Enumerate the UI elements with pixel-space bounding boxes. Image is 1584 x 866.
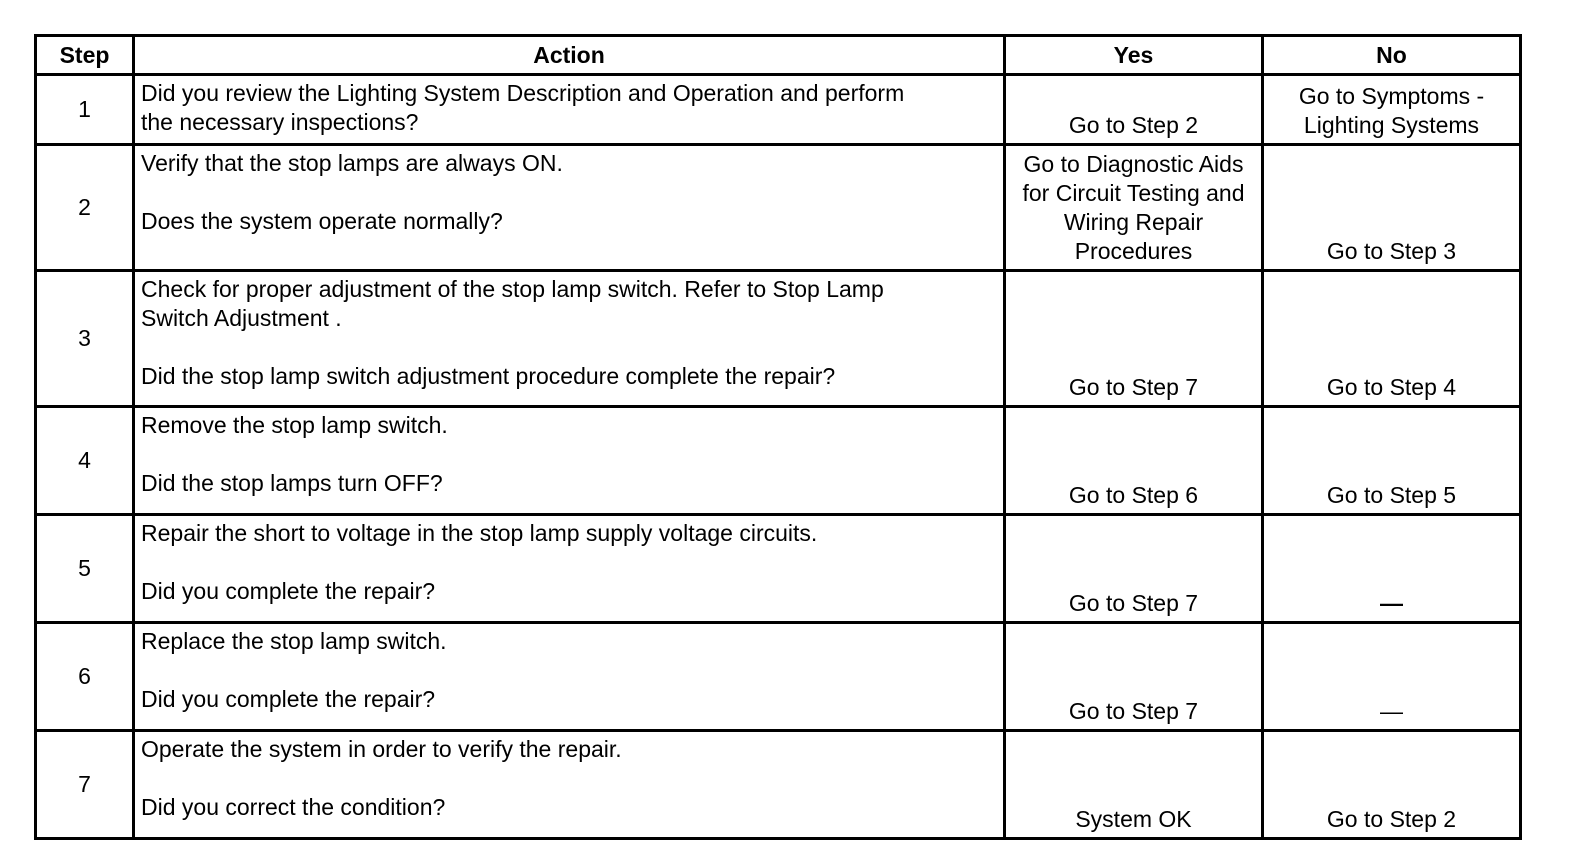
table-body (36, 75, 1521, 839)
yes-cell (1005, 731, 1263, 839)
yes-cell (1005, 145, 1263, 271)
header-step: Step (36, 36, 134, 75)
table-row (36, 623, 1521, 731)
action-text: Check for proper adjustment of the stop lamp switch. Refer to Stop Lamp (141, 276, 884, 302)
spacer (141, 178, 997, 207)
spacer (141, 656, 997, 685)
action-text: Did you review the Lighting System Description and Operation and perform (141, 80, 905, 106)
no-result: — (1380, 698, 1403, 724)
no-result: Lighting Systems (1303, 112, 1480, 138)
no-result: Go to Step 4 (1326, 374, 1457, 400)
action-text: Replace the stop lamp switch. (141, 628, 447, 654)
no-cell (1263, 145, 1521, 271)
header-action: Action (134, 36, 1005, 75)
action-text: Operate the system in order to verify the repair. (141, 736, 622, 762)
no-cell (1263, 271, 1521, 407)
yes-result: Go to Diagnostic Aids (1023, 151, 1244, 177)
question-text: Does the system operate normally? (141, 208, 503, 234)
step-number: 2 (36, 145, 134, 271)
step-number: 4 (36, 407, 134, 515)
table-header (36, 36, 1521, 75)
step-number: 3 (36, 271, 134, 407)
question-text: Did you complete the repair? (141, 578, 436, 604)
table-row (36, 407, 1521, 515)
action-cell (134, 623, 1005, 731)
diagnostic-table (34, 34, 1522, 840)
action-text: Repair the short to voltage in the stop lamp supply voltage circuits. (141, 520, 818, 546)
action-cell (134, 271, 1005, 407)
action-cell (134, 145, 1005, 271)
action-cell (134, 515, 1005, 623)
yes-result: for Circuit Testing and (1022, 180, 1245, 206)
no-result: — (1380, 590, 1403, 616)
no-result: Go to Symptoms - (1298, 83, 1485, 109)
spacer (141, 333, 997, 362)
step-number: 5 (36, 515, 134, 623)
step-number: 1 (36, 75, 134, 145)
action-cell (134, 75, 1005, 145)
action-text: Verify that the stop lamps are always ON. (141, 150, 563, 176)
no-result: Go to Step 5 (1326, 482, 1457, 508)
table-row (36, 75, 1521, 145)
spacer (141, 440, 997, 469)
no-cell (1263, 75, 1521, 145)
yes-result: Go to Step 2 (1068, 112, 1199, 138)
no-cell (1263, 731, 1521, 839)
action-cell (134, 731, 1005, 839)
question-text: Did the stop lamps turn OFF? (141, 470, 443, 496)
yes-result: Wiring Repair (1063, 209, 1204, 235)
table-row (36, 145, 1521, 271)
yes-result: System OK (1075, 806, 1192, 832)
no-cell (1263, 515, 1521, 623)
action-text: Remove the stop lamp switch. (141, 412, 448, 438)
header-yes: Yes (1005, 36, 1263, 75)
spacer (141, 764, 997, 793)
yes-cell (1005, 75, 1263, 145)
step-number: 6 (36, 623, 134, 731)
table-row (36, 271, 1521, 407)
action-text: Switch Adjustment . (141, 305, 342, 331)
yes-result: Go to Step 7 (1068, 590, 1199, 616)
yes-result: Procedures (1074, 238, 1193, 264)
yes-cell (1005, 407, 1263, 515)
no-result: Go to Step 3 (1326, 238, 1457, 264)
header-row (36, 36, 1521, 75)
no-cell (1263, 623, 1521, 731)
table-row (36, 731, 1521, 839)
no-result: Go to Step 2 (1326, 806, 1457, 832)
step-number: 7 (36, 731, 134, 839)
action-text: the necessary inspections? (141, 109, 419, 135)
yes-cell (1005, 623, 1263, 731)
question-text: Did you complete the repair? (141, 686, 436, 712)
question-text: Did you correct the condition? (141, 794, 446, 820)
yes-cell (1005, 515, 1263, 623)
table-row (36, 515, 1521, 623)
yes-result: Go to Step 6 (1068, 482, 1199, 508)
header-no: No (1263, 36, 1521, 75)
action-cell (134, 407, 1005, 515)
question-text: Did the stop lamp switch adjustment procedure complete the repair? (141, 363, 836, 389)
yes-result: Go to Step 7 (1068, 374, 1199, 400)
yes-result: Go to Step 7 (1068, 698, 1199, 724)
spacer (141, 548, 997, 577)
yes-cell (1005, 271, 1263, 407)
no-cell (1263, 407, 1521, 515)
